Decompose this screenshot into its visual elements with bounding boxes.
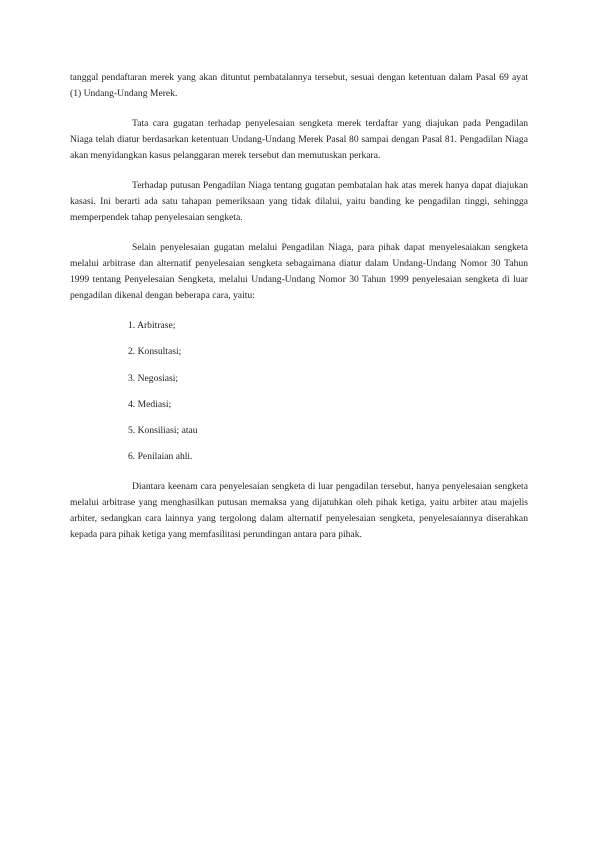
list-item: 1. Arbitrase;	[128, 320, 176, 331]
paragraph-arbitrase-alternatif: Selain penyelesaian gugatan melalui Pengadilan Niaga, para pihak dapat menyelesaiakan sengketa melalui arbitrase dan alternatif penyelesaian sengketa sebagaimana diatur dalam Undang-Undang Nomor 30 Tahun 1999 tentang Penyelesaian Sengketa, melalui Undang-Undang Nomor 30 Tahun 1999 penyelesaian sengketa di luar pengadilan dikenal dengan beberapa cara, yaitu:	[70, 242, 528, 301]
dispute-resolution-list	[128, 318, 528, 465]
list-item: 4. Mediasi;	[128, 398, 172, 410]
list-item: 3. Negosiasi;	[128, 372, 179, 384]
paragraph-closing: Diantara keenam cara penyelesaian sengketa di luar pengadilan tersebut, hanya penyelesaian sengketa melalui arbitrase yang menghasilkan putusan memaksa yang dijatuhkan oleh pihak ketiga, yaitu arbiter atau majelis arbiter, sedangkan cara lainnya yang tergolong dalam alternatif penyelesaian sengketa, penyelesaiannya diserahkan kepada para pihak ketiga yang memfasilitasi perundingan antara para pihak.	[70, 481, 528, 541]
list-item: 2. Konsultasi;	[128, 346, 182, 358]
paragraph-continuation: tanggal pendaftaran merek yang akan dituntut pembatalannya tersebut, sesuai dengan ketentuan dalam Pasal 69 ayat (1) Undang-Undang Merek.	[70, 72, 528, 99]
paragraph-putusan-kasasi: Terhadap putusan Pengadilan Niaga tentang gugatan pembatalan hak atas merek hanya dapat diajukan kasasi. Ini berarti ada satu tahapan pemeriksaan yang tidak dilalui, yaitu banding ke pengadilan tinggi, sehingga memperpendek tahap penyelesaian sengketa.	[70, 180, 528, 223]
list-item: 6. Penilaian ahli.	[128, 451, 193, 463]
list-item: 5. Konsiliasi; atau	[128, 425, 198, 437]
paragraph-tata-cara-gugatan: Tata cara gugatan terhadap penyelesaian sengketa merek terdaftar yang diajukan pada Pengadilan Niaga telah diatur berdasarkan ketentuan Undang-Undang Merek Pasal 80 sampai dengan Pasal 81. Pengadilan Niaga akan menyidangkan kasus pelanggaran merek tersebut dan memutuskan perkara.	[70, 118, 528, 161]
